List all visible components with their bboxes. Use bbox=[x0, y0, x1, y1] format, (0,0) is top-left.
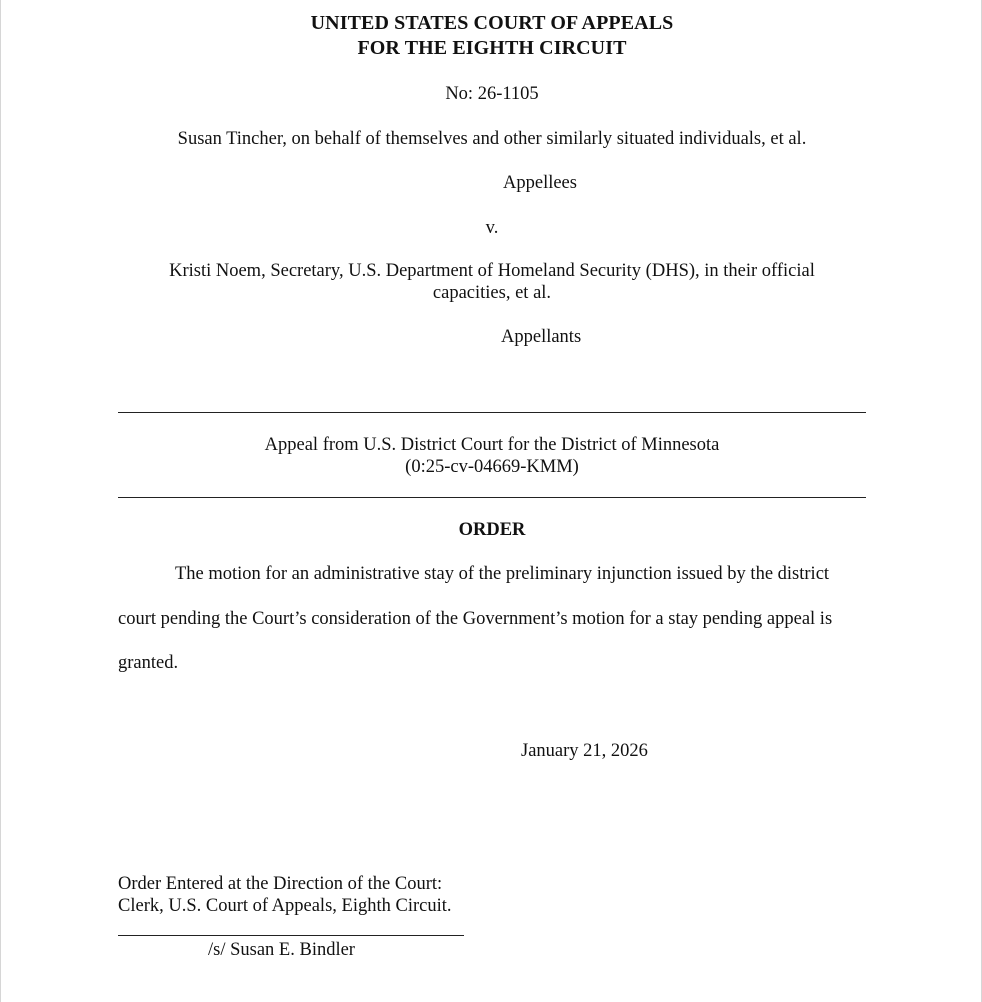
district-docket-number: (0:25-cv-04669-KMM) bbox=[405, 457, 579, 477]
order-entered-line: Order Entered at the Direction of the Court: bbox=[118, 874, 443, 894]
signature-rule bbox=[118, 935, 464, 936]
bottom-divider bbox=[118, 497, 866, 498]
order-date: January 21, 2026 bbox=[521, 741, 648, 761]
court-name-line1: UNITED STATES COURT OF APPEALS bbox=[310, 12, 674, 34]
appellants-label: Appellants bbox=[501, 327, 582, 347]
versus: v. bbox=[485, 218, 499, 238]
top-divider bbox=[118, 412, 866, 413]
order-body-line2: court pending the Court’s consideration of the Government’s motion for a stay pending appeal is bbox=[118, 609, 833, 629]
appellants-names-line2: capacities, et al. bbox=[432, 283, 552, 303]
order-heading: ORDER bbox=[458, 520, 526, 540]
appeal-from-line: Appeal from U.S. District Court for the District of Minnesota bbox=[264, 435, 720, 455]
clerk-line: Clerk, U.S. Court of Appeals, Eighth Circuit. bbox=[118, 896, 452, 916]
order-body-line3: granted. bbox=[118, 653, 179, 673]
clerk-signature: /s/ Susan E. Bindler bbox=[208, 940, 355, 960]
appellants-names-line1: Kristi Noem, Secretary, U.S. Department of Homeland Security (DHS), in their official bbox=[169, 261, 815, 281]
court-name-line2: FOR THE EIGHTH CIRCUIT bbox=[357, 37, 627, 59]
appellees-label: Appellees bbox=[503, 173, 577, 193]
appellees-names: Susan Tincher, on behalf of themselves and other similarly situated individuals, et al. bbox=[177, 129, 807, 149]
order-body-line1: The motion for an administrative stay of the preliminary injunction issued by the district bbox=[175, 564, 830, 584]
case-number: No: 26-1105 bbox=[445, 84, 539, 104]
